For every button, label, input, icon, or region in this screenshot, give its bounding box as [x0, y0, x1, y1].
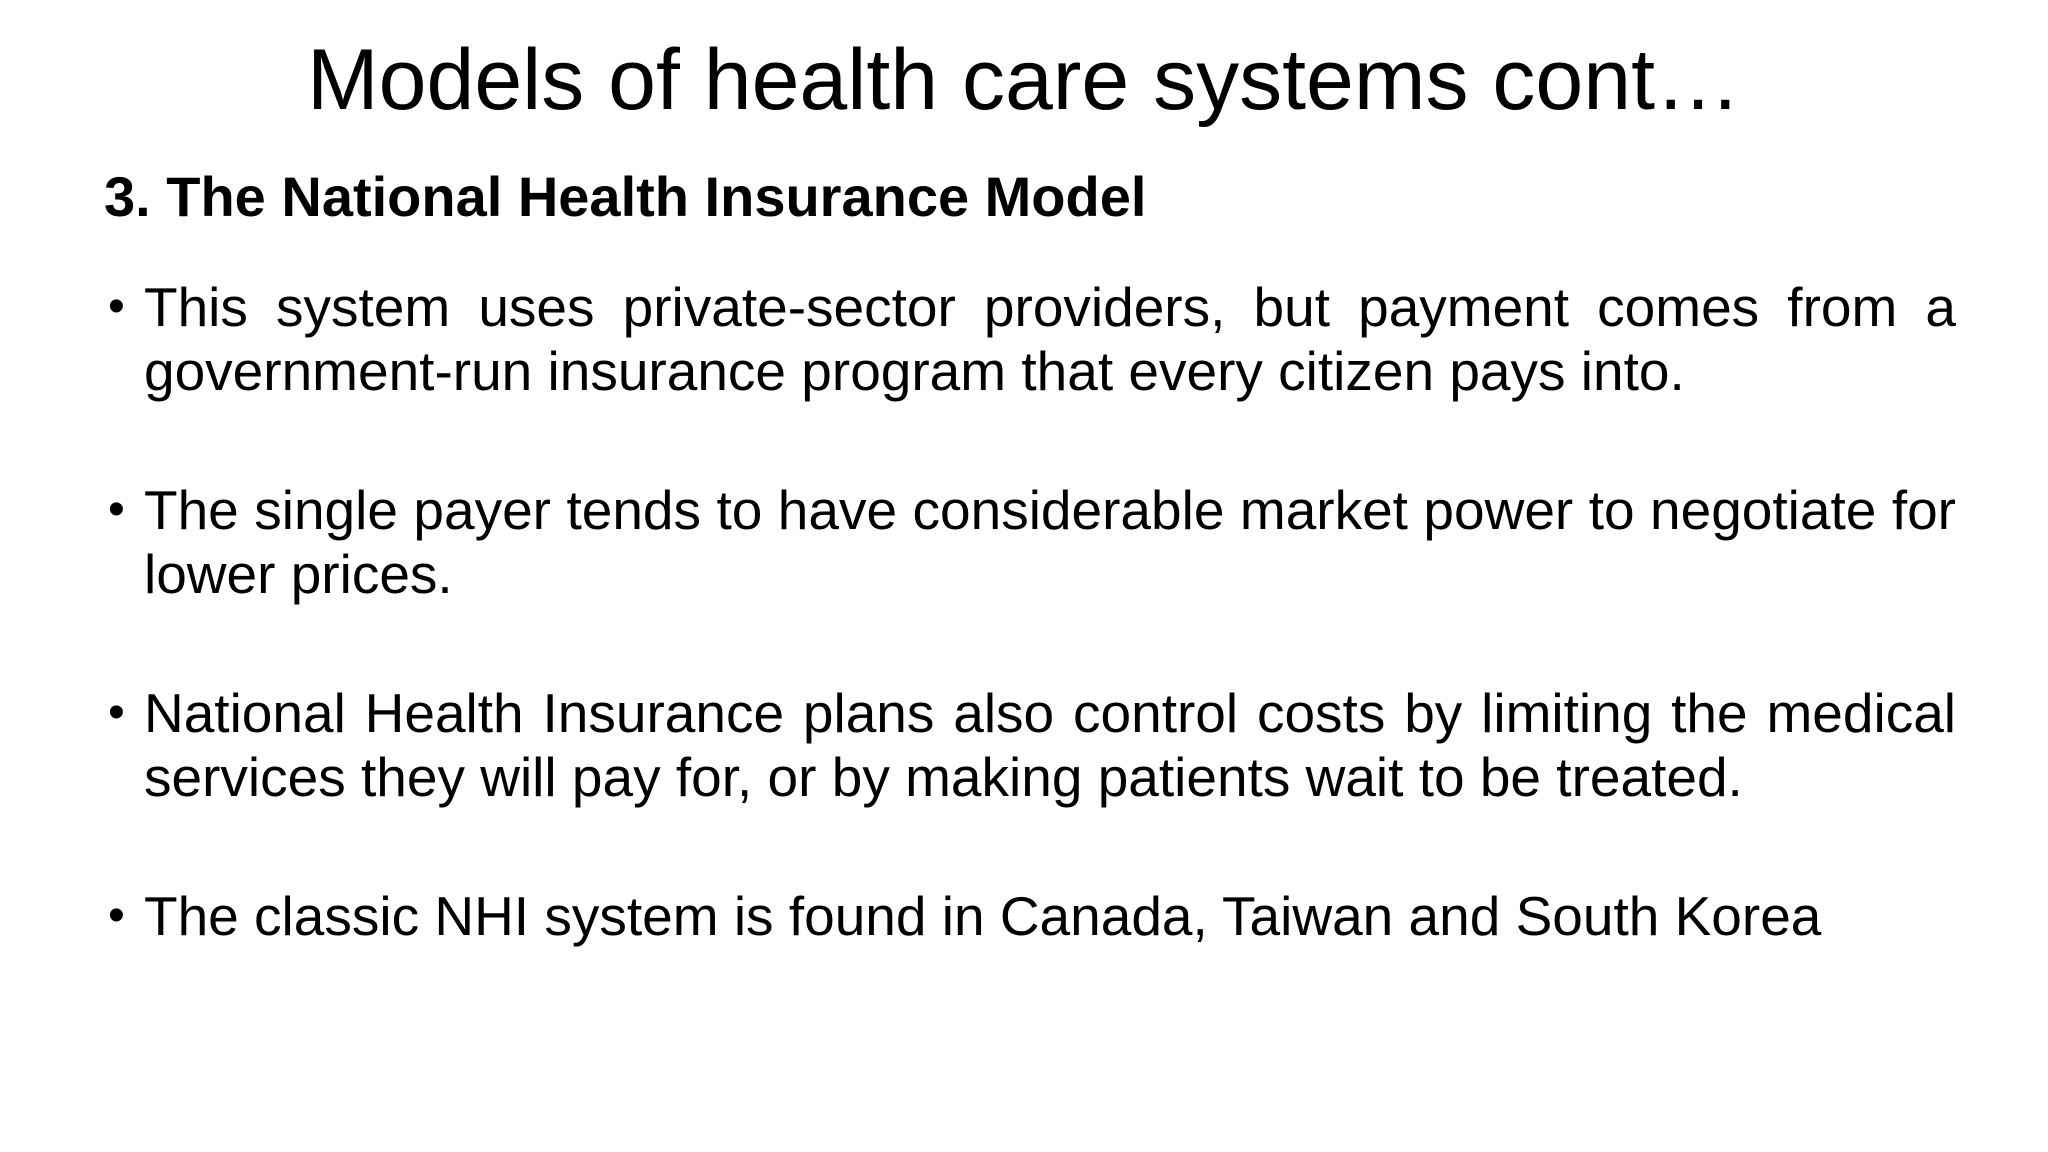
bullet-icon: •: [108, 889, 125, 942]
slide-title: Models of health care systems cont…: [307, 32, 1741, 128]
bullet-icon: •: [108, 686, 125, 739]
section-subtitle: 3. The National Health Insurance Model: [104, 165, 1147, 228]
bullet-item: [104, 478, 1956, 606]
bullet-text: National Health Insurance plans also control costs by limiting the medical services they will pay for, or by making patients wait to be treated.: [144, 682, 1956, 808]
bullet-item: [104, 275, 1956, 403]
bullet-item: [104, 884, 1956, 948]
bullet-text: The classic NHI system is found in Canada, Taiwan and South Korea: [144, 885, 1822, 947]
bullet-icon: •: [108, 483, 125, 536]
bullet-icon: •: [108, 280, 125, 333]
bullet-list: [104, 275, 1956, 1023]
bullet-text: The single payer tends to have considerable market power to negotiate for lower prices.: [144, 479, 1956, 605]
bullet-item: [104, 681, 1956, 809]
bullet-text: This system uses private-sector providers, but payment comes from a government-run insurance program that every citizen pays into.: [144, 276, 1956, 402]
